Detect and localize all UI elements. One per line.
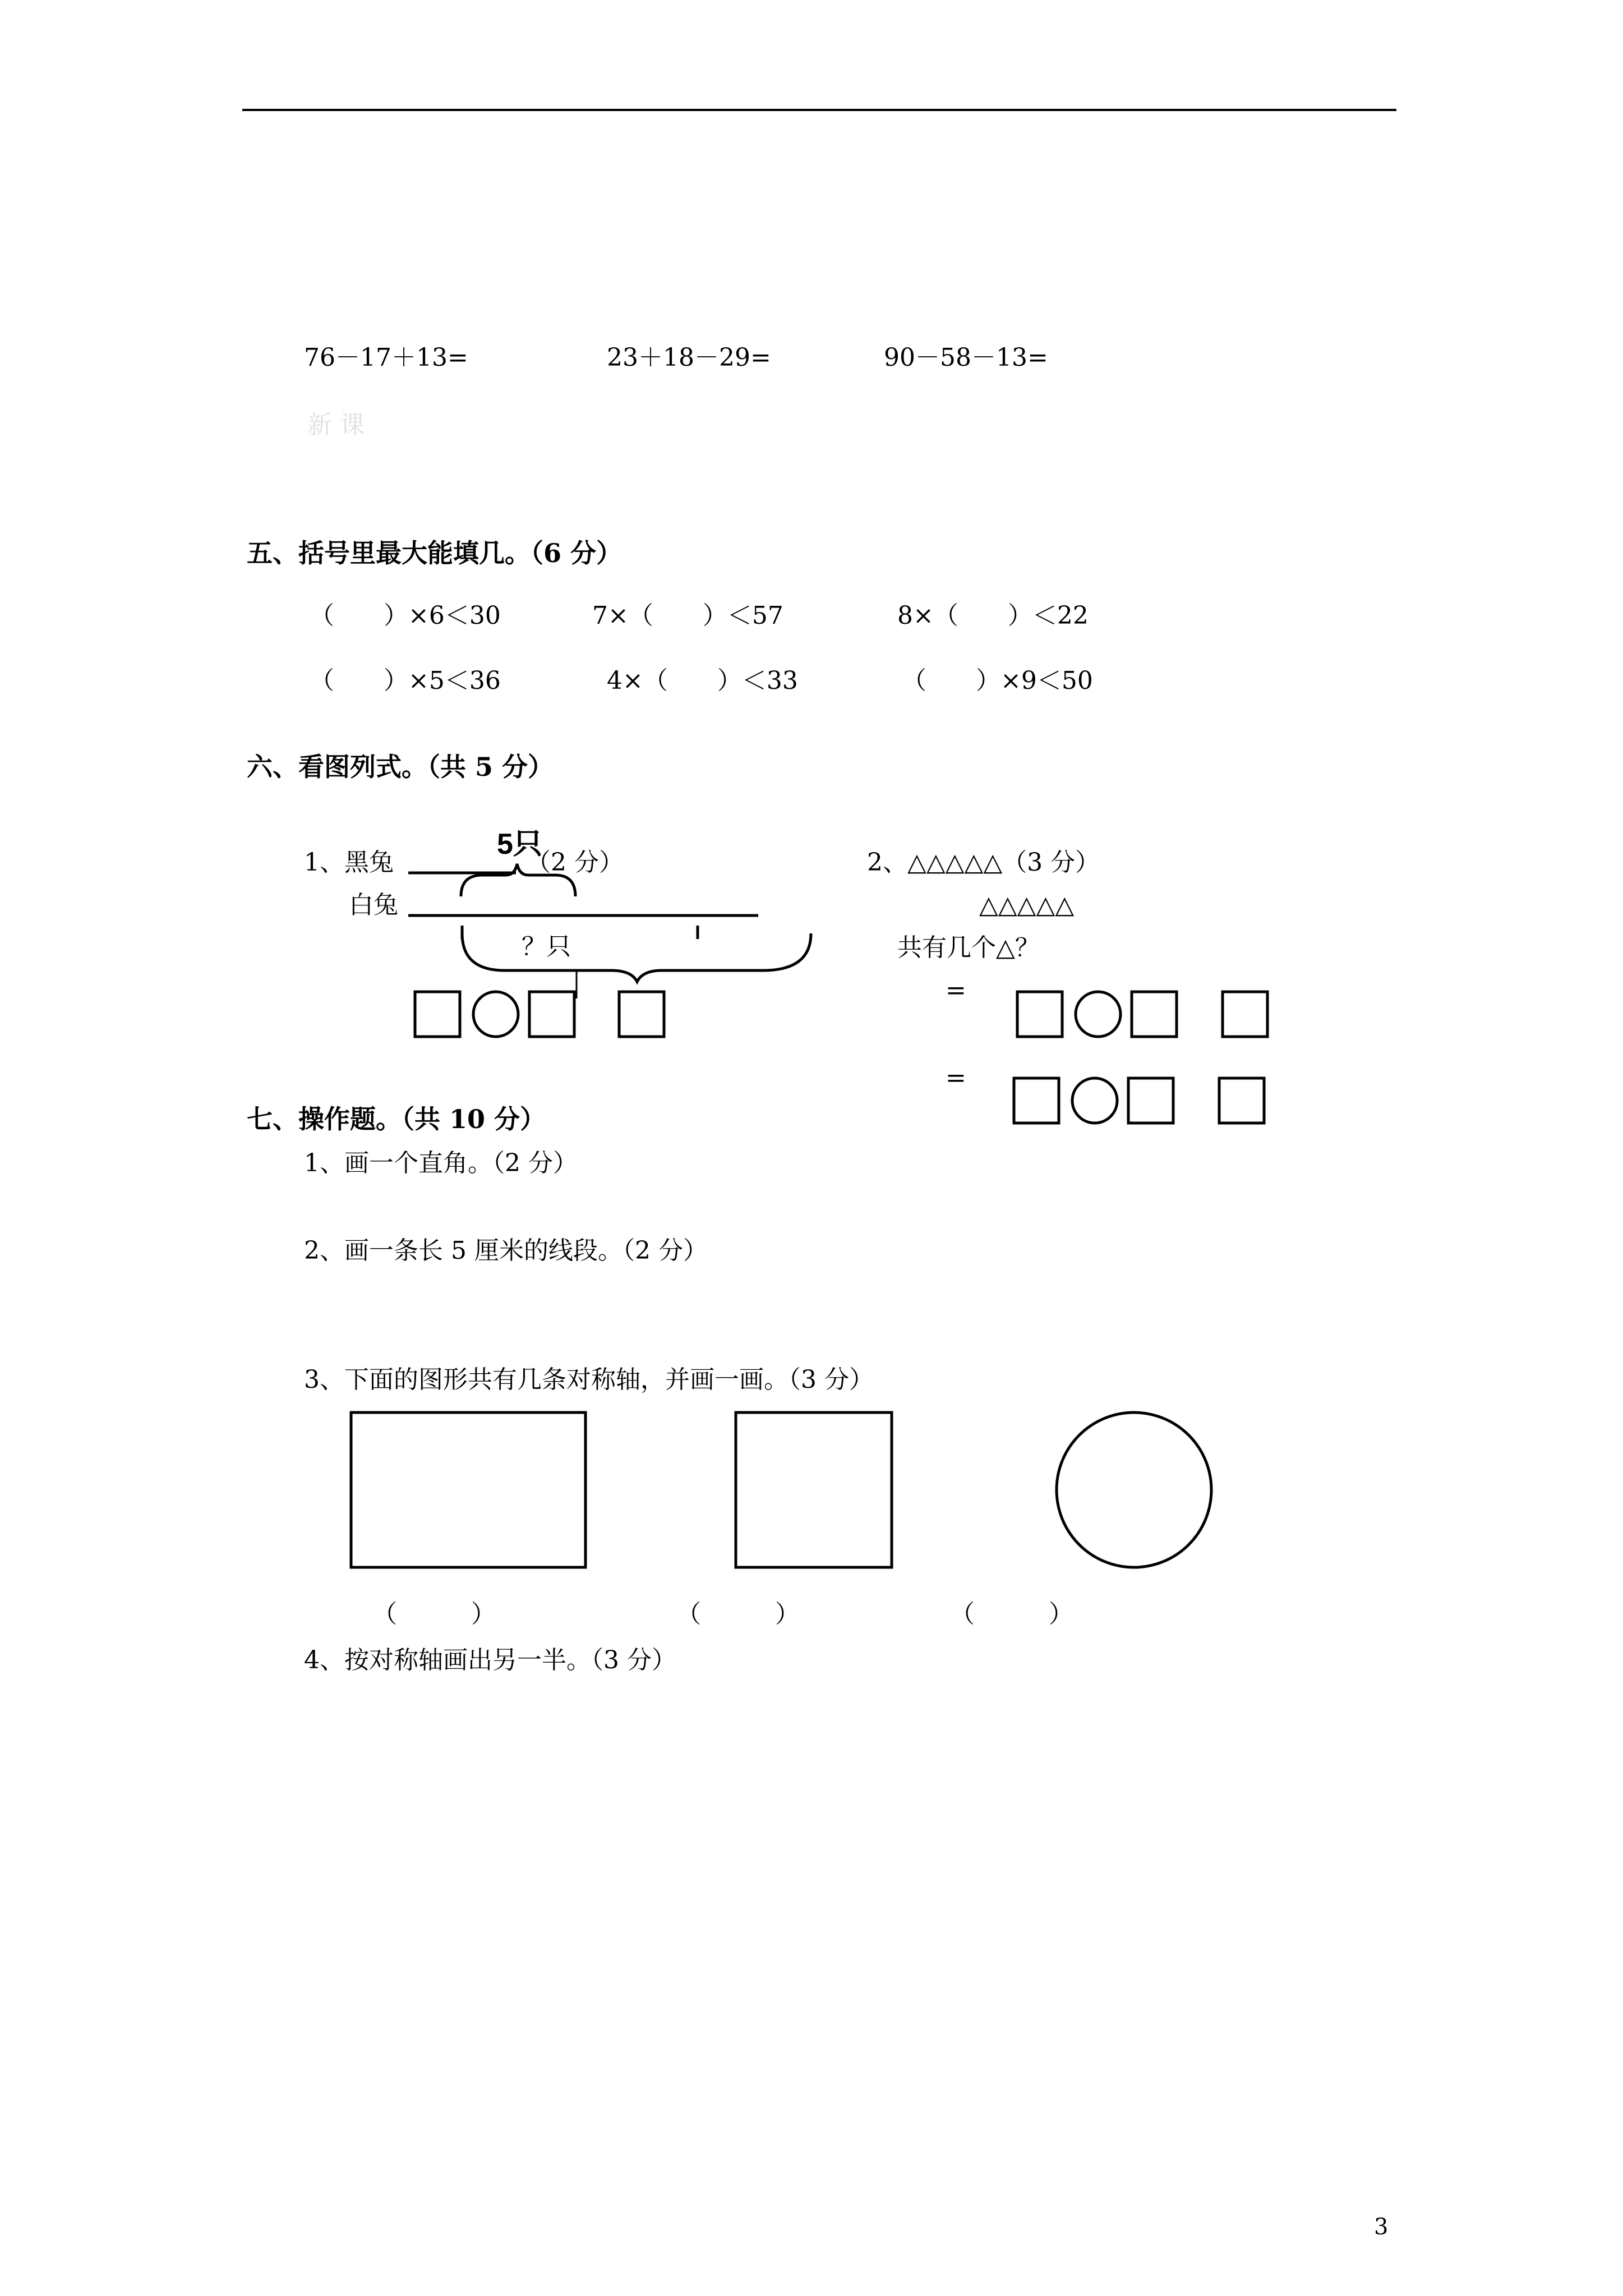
sec7-q2: 2、画一条长 5 厘米的线段。（2 分） [304, 1236, 708, 1265]
sec5-row1-item1: （ ）×6＜30 [310, 601, 501, 630]
expression-3: 90－58－13= [884, 343, 1048, 372]
sec5-row2-item2: 4×（ ）＜33 [607, 666, 798, 695]
operator-circle [1076, 992, 1121, 1037]
sec7-q3: 3、下面的图形共有几条对称轴，并画一画。（3 分） [304, 1365, 874, 1394]
answer-box [415, 992, 460, 1037]
sec6-q2-equals-2: = [946, 1064, 966, 1092]
operator-circle [473, 992, 518, 1037]
sec5-row2-item3: （ ）×9＜50 [902, 666, 1093, 695]
sec6-q1-label: 1、黑兔 [304, 848, 394, 877]
sec6-q2-triangles-row2: △△△△△ [979, 891, 1075, 919]
rectangle-shape [351, 1412, 585, 1567]
sec6-q2-equals-1: = [946, 976, 966, 1005]
expression-2: 23＋18－29= [607, 343, 771, 372]
sec5-row2-item1: （ ）×5＜36 [310, 666, 501, 695]
total-brace [462, 933, 811, 982]
square-shape [736, 1412, 892, 1567]
sec7-paren-1: （ ） [372, 1600, 496, 1628]
sec6-q1-white-rabbit-label: 白兔 [349, 891, 398, 919]
faint-watermark-text: 新 课 [307, 411, 365, 439]
sec5-row1-item2: 7×（ ）＜57 [592, 601, 783, 630]
sec6-q1-score: （2 分） [526, 848, 624, 877]
sec6-q2-label: 2、△△△△△（3 分） [867, 848, 1100, 877]
sec7-q1: 1、画一个直角。（2 分） [304, 1149, 578, 1177]
operator-circle [1072, 1078, 1117, 1123]
section-5-title: 五、括号里最大能填几。（6 分） [247, 538, 623, 568]
answer-box [1017, 992, 1062, 1037]
answer-box [1219, 1078, 1264, 1123]
page-number: 3 [1374, 2214, 1389, 2240]
five-brace [461, 864, 575, 896]
sec7-q4: 4、按对称轴画出另一半。（3 分） [304, 1646, 676, 1674]
section-7-title: 七、操作题。（共 10 分） [247, 1104, 546, 1134]
answer-box [529, 992, 574, 1037]
circle-shape [1057, 1412, 1211, 1567]
sec6-q2-question: 共有几个△？ [897, 933, 1040, 962]
section-6-title: 六、看图列式。（共 5 分） [247, 752, 554, 782]
answer-box [1128, 1078, 1173, 1123]
answer-box [1132, 992, 1177, 1037]
sec7-paren-2: （ ） [676, 1600, 800, 1628]
sec6-q1-question-label: ？只 [522, 932, 571, 961]
sec5-row1-item3: 8×（ ）＜22 [897, 601, 1089, 630]
answer-box [1223, 992, 1267, 1037]
sec7-paren-3: （ ） [950, 1600, 1073, 1628]
sec6-q1-five-label: 5只 [497, 828, 542, 861]
answer-box [1014, 1078, 1059, 1123]
answer-box [619, 992, 664, 1037]
expression-1: 76－17＋13= [304, 343, 468, 372]
